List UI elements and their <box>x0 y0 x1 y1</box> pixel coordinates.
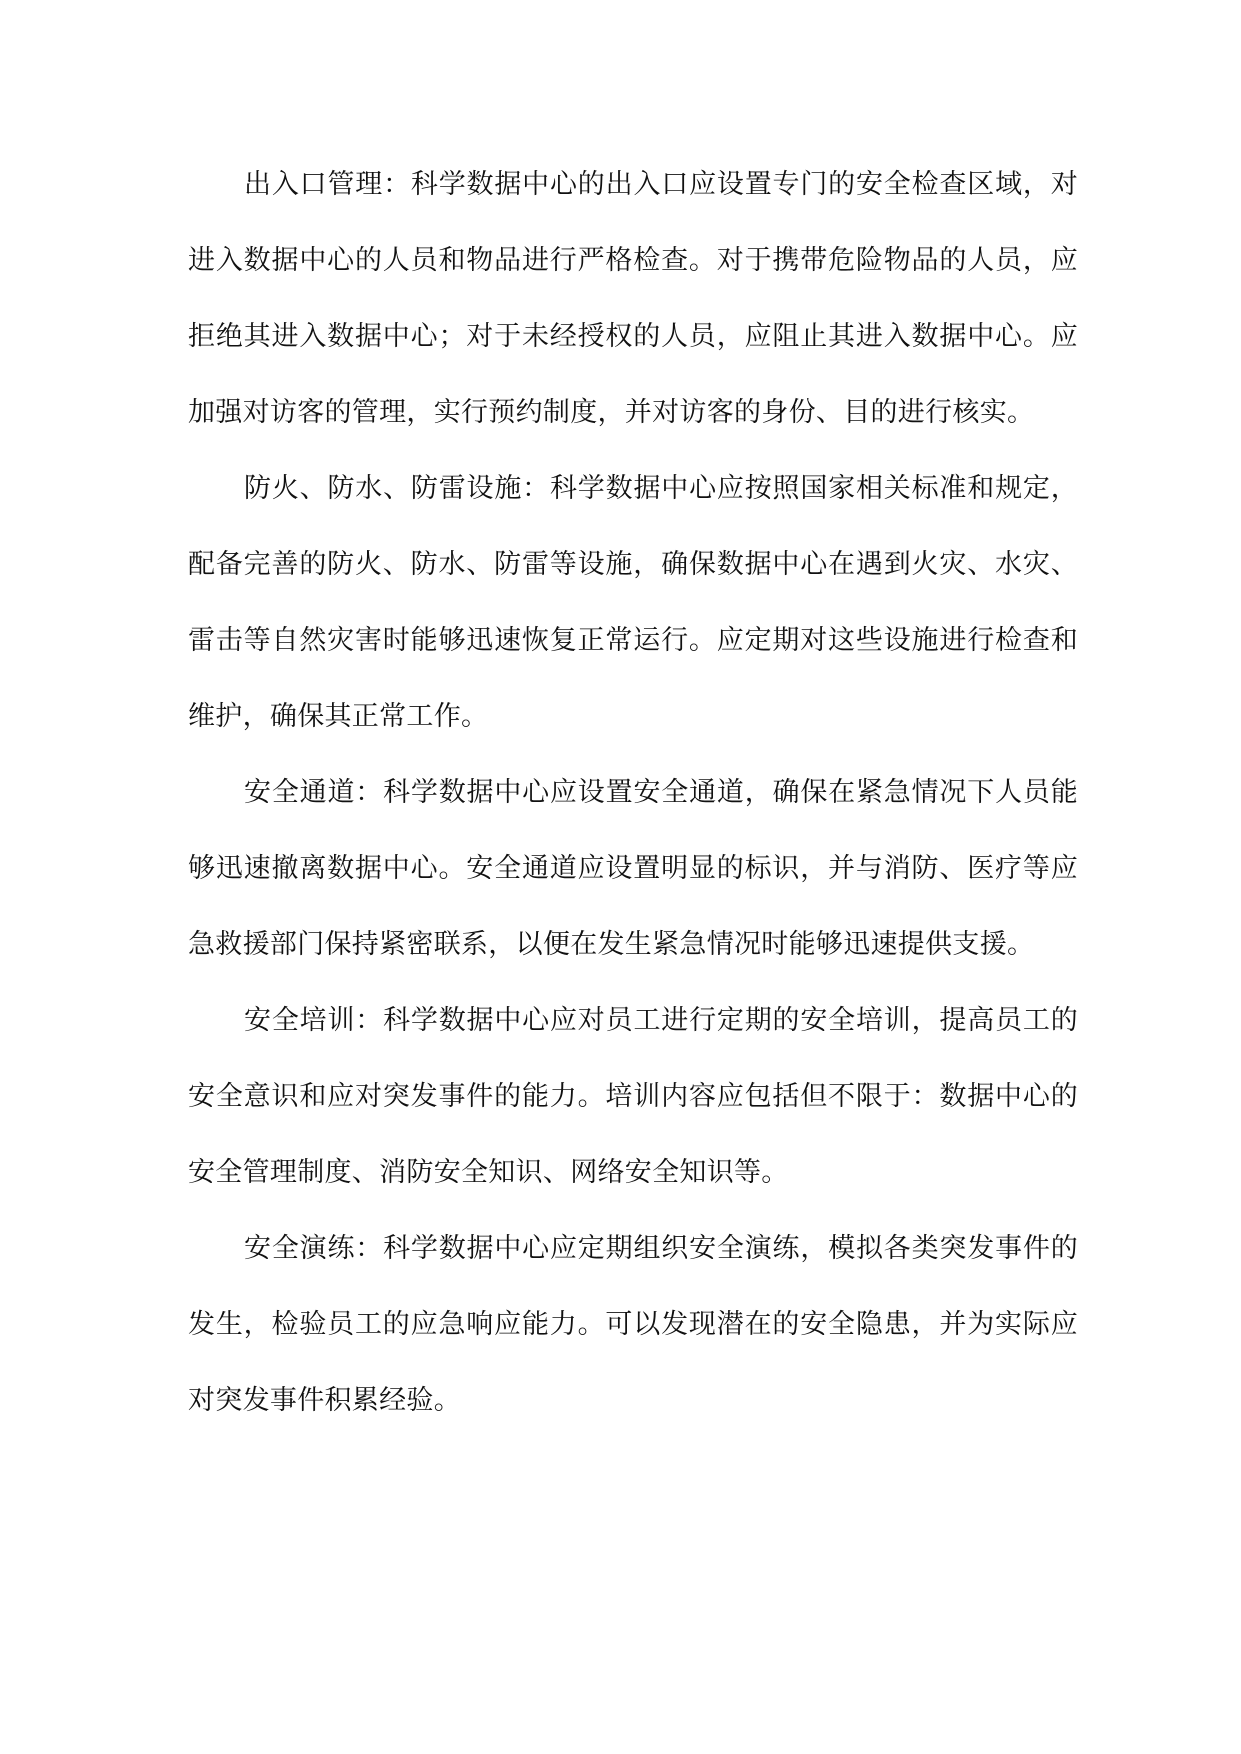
paragraph-entrance-management: 出入口管理：科学数据中心的出入口应设置专门的安全检查区域，对进入数据中心的人员和物品进行严格检查。对于携带危险物品的人员，应拒绝其进入数据中心；对于未经授权的人员，应阻止其进入数据中心。应加强对访客的管理，实行预约制度，并对访客的身份、目的进行核实。 <box>188 169 1078 428</box>
paragraph-safety-passage: 安全通道：科学数据中心应设置安全通道，确保在紧急情况下人员能够迅速撤离数据中心。安全通道应设置明显的标识，并与消防、医疗等应急救援部门保持紧密联系，以便在发生紧急情况时能够迅速提供支援。 <box>188 777 1078 960</box>
paragraph-safety-training: 安全培训：科学数据中心应对员工进行定期的安全培训，提高员工的安全意识和应对突发事件的能力。培训内容应包括但不限于：数据中心的安全管理制度、消防安全知识、网络安全知识等。 <box>188 1005 1078 1188</box>
paragraph-safety-drill: 安全演练：科学数据中心应定期组织安全演练，模拟各类突发事件的发生，检验员工的应急响应能力。可以发现潜在的安全隐患，并为实际应对突发事件积累经验。 <box>188 1233 1078 1416</box>
document-body <box>188 147 1078 1439</box>
paragraph-fire-water-lightning: 防火、防水、防雷设施：科学数据中心应按照国家相关标准和规定，配备完善的防火、防水、防雷等设施，确保数据中心在遇到火灾、水灾、雷击等自然灾害时能够迅速恢复正常运行。应定期对这些设施进行检查和维护，确保其正常工作。 <box>188 473 1078 732</box>
